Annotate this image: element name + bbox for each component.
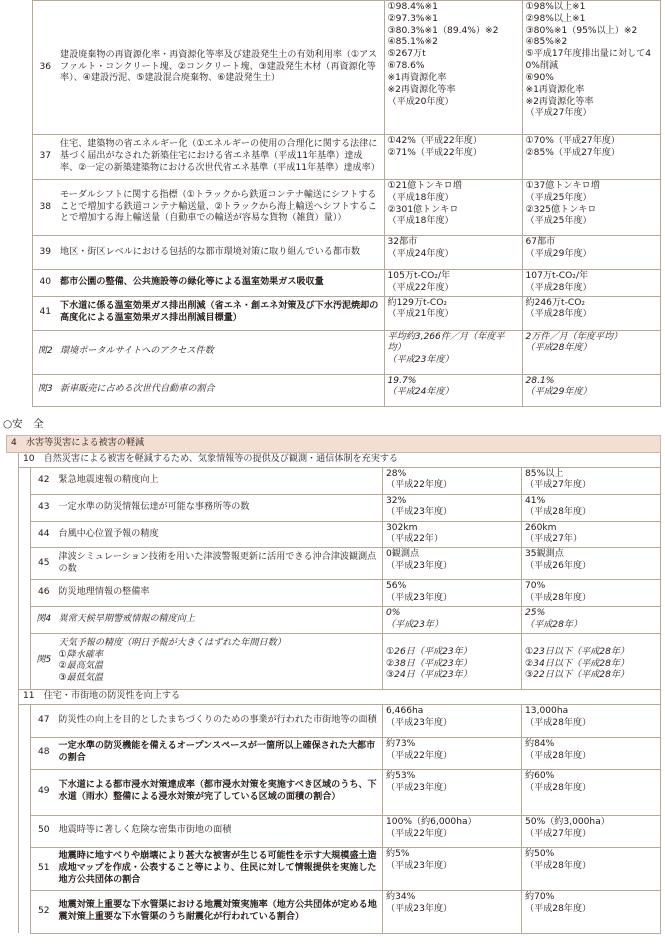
indicator-row: [20, 330, 660, 374]
target-value: 約84% （平成28年度）: [522, 737, 661, 769]
indicator-number: 47: [31, 704, 57, 737]
indicator-number: 49: [31, 769, 57, 815]
baseline-value: 0% （平成23年）: [383, 607, 522, 634]
indicator-name: 地区・街区レベルにおける包括的な都市環境対策に取り組んでいる都市数: [58, 236, 384, 270]
indicator-number: 関3: [32, 374, 58, 406]
indicator-name: 地震時に地すべりや崩壊により甚大な被害が生じる可能性を示す大規模盛土造成地マップを作成・公表すること等により、住民に対して情報提供を実施した地方公共団体の割合: [57, 847, 383, 890]
target-value: ①23日以下（平成28年） ②34日以下（平成28年） ③22日以下（平成28年）: [522, 633, 661, 689]
baseline-value: ①42%（平成22年度） ②71%（平成22年度）: [384, 135, 522, 180]
target-value: 41% （平成28年度）: [522, 494, 661, 521]
target-value: 13,000ha （平成28年度）: [522, 704, 661, 737]
indicator-row: [7, 607, 661, 634]
target-value: 260km （平成27年）: [522, 521, 661, 548]
indicator-row: [7, 890, 661, 933]
indicator-name: 下水道による都市浸水対策達成率（都市浸水対策を実施すべき区域のうち、下水道（雨水）整備による浸水対策が完了している区域の面積の割合）: [57, 769, 383, 815]
indicator-name: 建設廃棄物の再資源化率・再資源化等率及び建設発生土の有効利用率（①アスファルト・コンクリート塊、②コンクリート塊、③建設発生木材（再資源化等率）、④建設汚泥、⑤建設混合廃棄物、⑥建設発生土）: [58, 1, 384, 135]
indicator-row: [7, 521, 661, 548]
indicator-row: [7, 467, 661, 494]
indicator-number: 関4: [31, 607, 57, 634]
baseline-value: 105万t-CO₂/年 （平成22年度）: [384, 270, 522, 297]
baseline-value: ①21億トンキロ増 （平成18年度） ②301億トンキロ （平成18年度）: [384, 180, 522, 236]
indicator-name: 天気予報の精度（明日予報が大きくはずれた年間日数） ①降水確率 ②最高気温 ③最低気温: [57, 633, 383, 689]
indicator-row: [7, 494, 661, 521]
target-value: 85%以上 （平成27年度）: [522, 467, 661, 494]
indicator-row: [7, 704, 661, 737]
target-value: 70% （平成28年度）: [522, 580, 661, 607]
indicator-row: [7, 580, 661, 607]
indicator-number: 39: [32, 236, 58, 270]
target-value: 約50% （平成28年度）: [522, 847, 661, 890]
indicator-number: 関5: [31, 633, 57, 689]
indicator-number: 37: [32, 135, 58, 180]
indicator-row: [7, 737, 661, 769]
indicator-name: 新車販売に占める次世代自動車の割合: [58, 374, 384, 406]
target-value: 35観測点 （平成26年度）: [522, 548, 661, 580]
target-value: 67都市 （平成29年度）: [522, 236, 660, 270]
indicator-number: 50: [31, 815, 57, 847]
baseline-value: 6,466ha （平成23年度）: [383, 704, 522, 737]
baseline-value: ①98.4%※1 ②97.3%※1 ③80.3%※1（89.4%）※2 ④85.1%※2 ⑤267万t ⑥78.6% ※1再資源化率 ※2再資源化等率 （平成20年度）: [384, 1, 522, 135]
baseline-value: 0観測点 （平成23年度）: [383, 548, 522, 580]
baseline-value: 28% （平成22年度）: [383, 467, 522, 494]
baseline-value: 約34% （平成23年度）: [383, 890, 522, 933]
measure-title: 自然災害による被害を軽減するため、気象情報等の提供及び観測・通信体制を充実する: [43, 453, 398, 464]
indicator-row: [20, 135, 660, 180]
indicator-number: 42: [31, 467, 57, 494]
indicator-row: [20, 374, 660, 406]
measure-number: 10: [23, 453, 35, 464]
indicator-name: モーダルシフトに関する指標（①トラックから鉄道コンテナ輸送にシフトすることで増加する鉄道コンテナ輸送量、②トラックから海上輸送へシフトすることで増加する海上輸送量（自動車での輸送が容易な貨物（雑貨）量））: [58, 180, 384, 236]
indicator-number: 38: [32, 180, 58, 236]
indicator-name: 地震時等に著しく危険な密集市街地の面積: [57, 815, 383, 847]
indicator-number: 52: [31, 890, 57, 933]
indicator-name: 防災地理情報の整備率: [57, 580, 383, 607]
policy-title: 水害等災害による被害の軽減: [25, 438, 145, 448]
target-value: 2万件／月（年度平均） （平成28年度）: [522, 330, 660, 374]
indicator-row: [7, 548, 661, 580]
indicator-name: 環境ポータルサイトへのアクセス件数: [58, 330, 384, 374]
indicator-name: 下水道に係る温室効果ガス排出削減（省エネ・創エネ対策及び下水汚泥焼却の高度化による温室効果ガス排出削減目標量）: [58, 296, 384, 330]
indicator-name: 一定水準の防災機能を備えるオープンスペースが一箇所以上確保された大都市の割合: [57, 737, 383, 769]
target-value: 約60% （平成28年度）: [522, 769, 661, 815]
measure-number: 11: [23, 690, 35, 701]
indicator-name: 防災性の向上を目的としたまちづくりのための事業が行われた市街地等の面積: [57, 704, 383, 737]
safety-indicator-table: [6, 435, 661, 934]
target-value: ①70%（平成27年度） ②85%（平成27年度）: [522, 135, 660, 180]
indicator-row: [20, 270, 660, 297]
baseline-value: 32% （平成23年度）: [383, 494, 522, 521]
environment-indicator-table: [20, 0, 661, 407]
target-value: ①37億トンキロ増 （平成25年度） ②325億トンキロ （平成25年度）: [522, 180, 660, 236]
baseline-value: 56% （平成23年度）: [383, 580, 522, 607]
target-value: 28.1% （平成29年度）: [522, 374, 660, 406]
indicator-row: [7, 815, 661, 847]
indicator-number: 41: [32, 296, 58, 330]
indicator-name: 台風中心位置予報の精度: [57, 521, 383, 548]
baseline-value: 100%（約6,000ha） （平成22年度）: [383, 815, 522, 847]
measure-row: [7, 452, 661, 467]
indicator-name: 津波シミュレーション技術を用いた津波警報更新に活用できる沖合津波観測点の数: [57, 548, 383, 580]
indicator-row: [20, 236, 660, 270]
indicator-name: 一定水準の防災情報伝達が可能な事務所等の数: [57, 494, 383, 521]
indicator-name: 地震対策上重要な下水管渠における地震対策実施率（地方公共団体が定める地震対策上重要な下水管渠のうち耐震化が行われている割合）: [57, 890, 383, 933]
indicator-name: 住宅、建築物の省エネルギー化（①エネルギーの使用の合理化に関する法律に基づく届出がなされた新築住宅における省エネ基準（平成11年基準）達成率、②一定の新築建築物における次世代省エネ基準（平成11年基準）達成率）: [58, 135, 384, 180]
target-value: ①98%以上※1 ②98%以上※1 ③80%※1（95%以上）※2 ④85%※2 ⑤平成17年度排出量に対して40%削減 ⑥90% ※1再資源化率 ※2再資源化等率 （平成27年度）: [522, 1, 660, 135]
indicator-number: 36: [32, 1, 58, 135]
indicator-row: [7, 847, 661, 890]
indicator-name: 緊急地震速報の精度向上: [57, 467, 383, 494]
baseline-value: ①26日（平成23年） ②38日（平成23年） ③24日（平成23年）: [383, 633, 522, 689]
baseline-value: 32都市 （平成24年度）: [384, 236, 522, 270]
baseline-value: 約73% （平成22年度）: [383, 737, 522, 769]
baseline-value: 約53% （平成23年度）: [383, 769, 522, 815]
policy-number: 4: [11, 438, 17, 448]
target-value: 107万t-CO₂/年 （平成28年度）: [522, 270, 660, 297]
indicator-number: 40: [32, 270, 58, 297]
indicator-number: 43: [31, 494, 57, 521]
measure-title: 住宅・市街地の防災性を向上する: [43, 690, 181, 701]
baseline-value: 平均約3,266件／月（年度平均） （平成23年度）: [384, 330, 522, 374]
indicator-number: 51: [31, 847, 57, 890]
indicator-name: 都市公園の整備、公共施設等の緑化等による温室効果ガス吸収量: [58, 270, 384, 297]
indicator-number: 45: [31, 548, 57, 580]
indicator-number: 46: [31, 580, 57, 607]
baseline-value: 302km （平成22年）: [383, 521, 522, 548]
indicator-row: [7, 633, 661, 689]
baseline-value: 約129万t-CO₂ （平成21年度）: [384, 296, 522, 330]
baseline-value: 約5% （平成23年度）: [383, 847, 522, 890]
baseline-value: 19.7% （平成24年度）: [384, 374, 522, 406]
indicator-row: [20, 1, 660, 135]
indicator-name: 異常天候早期警戒情報の精度向上: [57, 607, 383, 634]
section-title-safety: ○安 全: [3, 418, 44, 430]
indicator-row: [20, 180, 660, 236]
indicator-number: 44: [31, 521, 57, 548]
target-value: 約246万t-CO₂ （平成28年度）: [522, 296, 660, 330]
target-value: 25% （平成28年）: [522, 607, 661, 634]
indicator-row: [7, 769, 661, 815]
indicator-number: 関2: [32, 330, 58, 374]
measure-row: [7, 689, 661, 704]
indicator-number: 48: [31, 737, 57, 769]
indicator-row: [20, 296, 660, 330]
policy-row: [7, 436, 661, 453]
target-value: 50%（約3,000ha） （平成27年度）: [522, 815, 661, 847]
target-value: 約70% （平成28年度）: [522, 890, 661, 933]
